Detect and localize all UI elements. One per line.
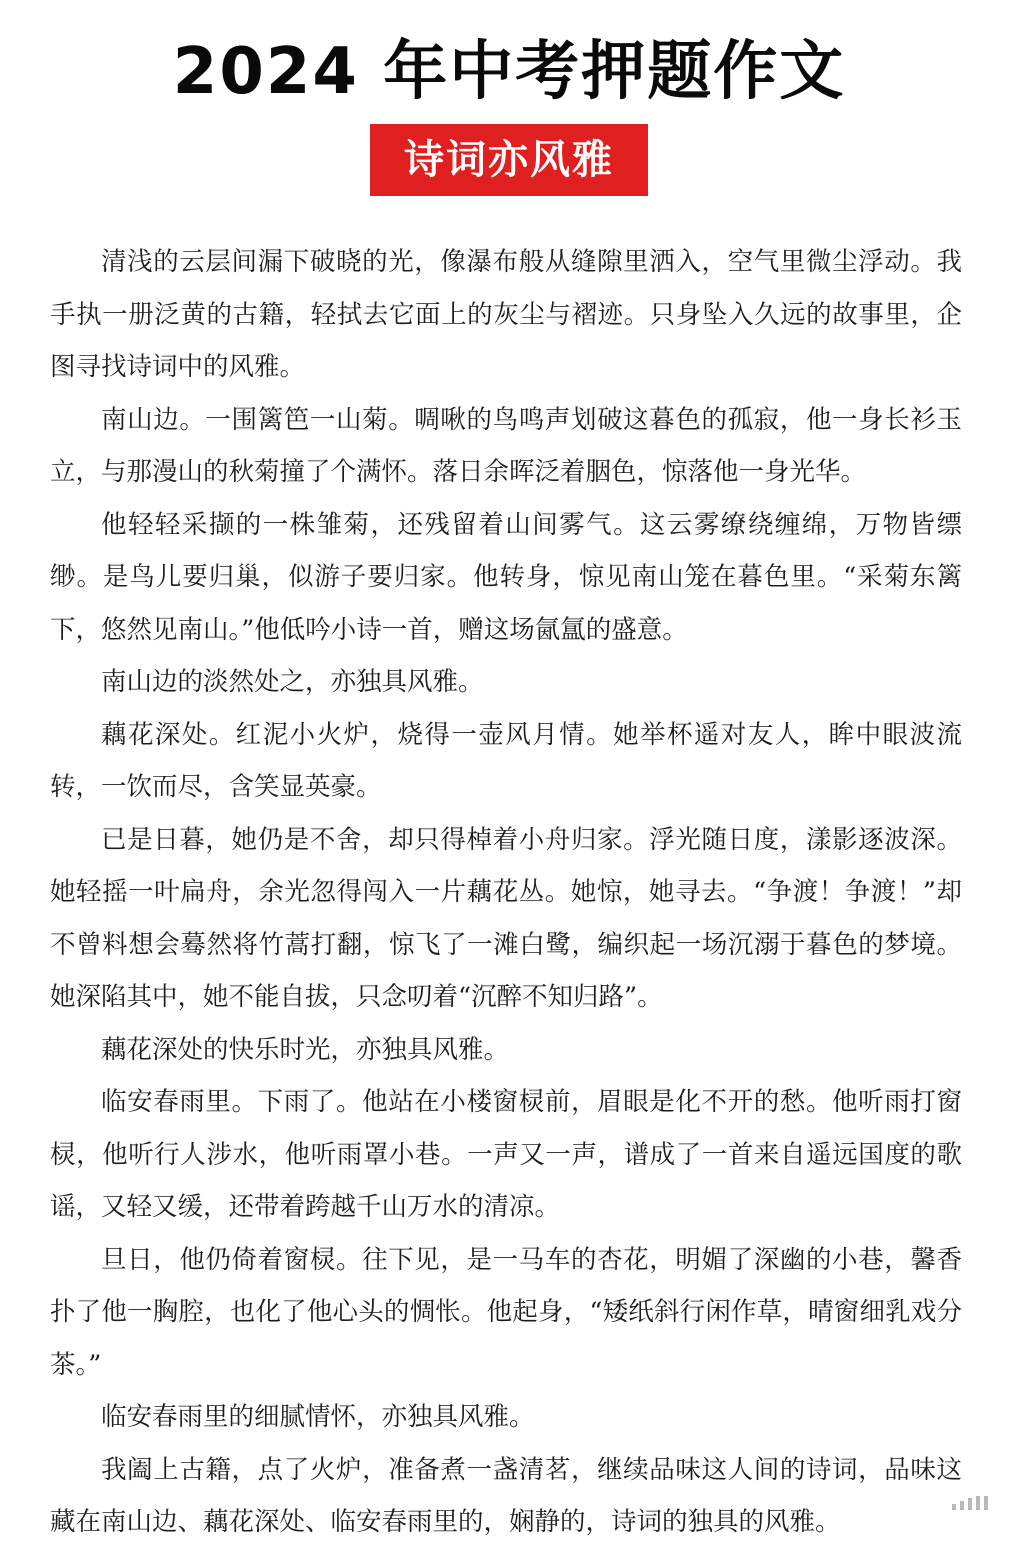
page-title: 2024 年中考押题作文 (172, 35, 846, 109)
essay-paragraph: 清浅的云层间漏下破晓的光，像瀑布般从缝隙里洒入，空气里微尘浮动。我手执一册泛黄的古籍，轻拭去它面上的灰尘与褶迹。只身坠入久远的故事里，企图寻找诗词中的风雅。 (50, 247, 962, 382)
essay-paragraph: 藕花深处的快乐时光，亦独具风雅。 (101, 1034, 510, 1065)
subtitle-label: 诗词亦风雅 (370, 124, 648, 196)
essay-paragraph: 藕花深处。红泥小火炉，烧得一壶风月情。她举杯遥对友人，眸中眼波流转，一饮而尽，含笑显英豪。 (50, 719, 962, 802)
essay-paragraph: 临安春雨里的细腻情怀，亦独具风雅。 (101, 1402, 535, 1432)
essay-paragraph: 南山边。一围篱笆一山菊。啁啾的鸟鸣声划破这暮色的孤寂，他一身长衫玉立，与那漫山的秋菊撞了个满怀。落日余晖泛着胭色，惊落他一身光华。 (50, 404, 962, 487)
essay-paragraph: 他轻轻采撷的一株雏菊，还残留着山间雾气。这云雾缭绕缠绵，万物皆缥缈。是鸟儿要归巢，似游子要归家。他转身，惊见南山笼在暮色里。“采菊东篱下，悠然见南山。”他低吟小诗一首，赠这场氤氲的盛意。 (50, 509, 962, 645)
essay-paragraph: 已是日暮，她仍是不舍，却只得棹着小舟归家。浮光随日度，漾影逐波深。她轻摇一叶扁舟，余光忽得闯入一片藕花丛。她惊，她寻去。“争渡！争渡！”却不曾料想会蓦然将竹蒿打翻，惊飞了一滩白鹭，编织起一场沉溺于暮色的梦境。她深陷其中，她不能自拔，只念叨着“沉醉不知归路”。 (50, 824, 962, 1012)
essay-body (50, 236, 962, 1549)
essay-paragraph: 我阖上古籍，点了火炉，准备煮一盏清茗，继续品味这人间的诗词，品味这藏在南山边、藕花深处、临安春雨里的，娴静的，诗词的独具的风雅。 (50, 1454, 962, 1537)
subtitle-banner (0, 124, 1018, 196)
essay-paragraph: 南山边的淡然处之，亦独具风雅。 (101, 667, 484, 697)
essay-paragraph: 旦日，他仍倚着窗棂。往下见，是一马车的杏花，明媚了深幽的小巷，馨香扑了他一胸腔，也化了他心头的惆怅。他起身，“矮纸斜行闲作草，晴窗细乳戏分茶。” (50, 1244, 962, 1380)
essay-paragraph: 临安春雨里。下雨了。他站在小楼窗棂前，眉眼是化不开的愁。他听雨打窗棂，他听行人涉水，他听雨罩小巷。一声又一声，谱成了一首来自遥远国度的歌谣，又轻又缓，还带着跨越千山万水的清凉。 (50, 1087, 962, 1222)
